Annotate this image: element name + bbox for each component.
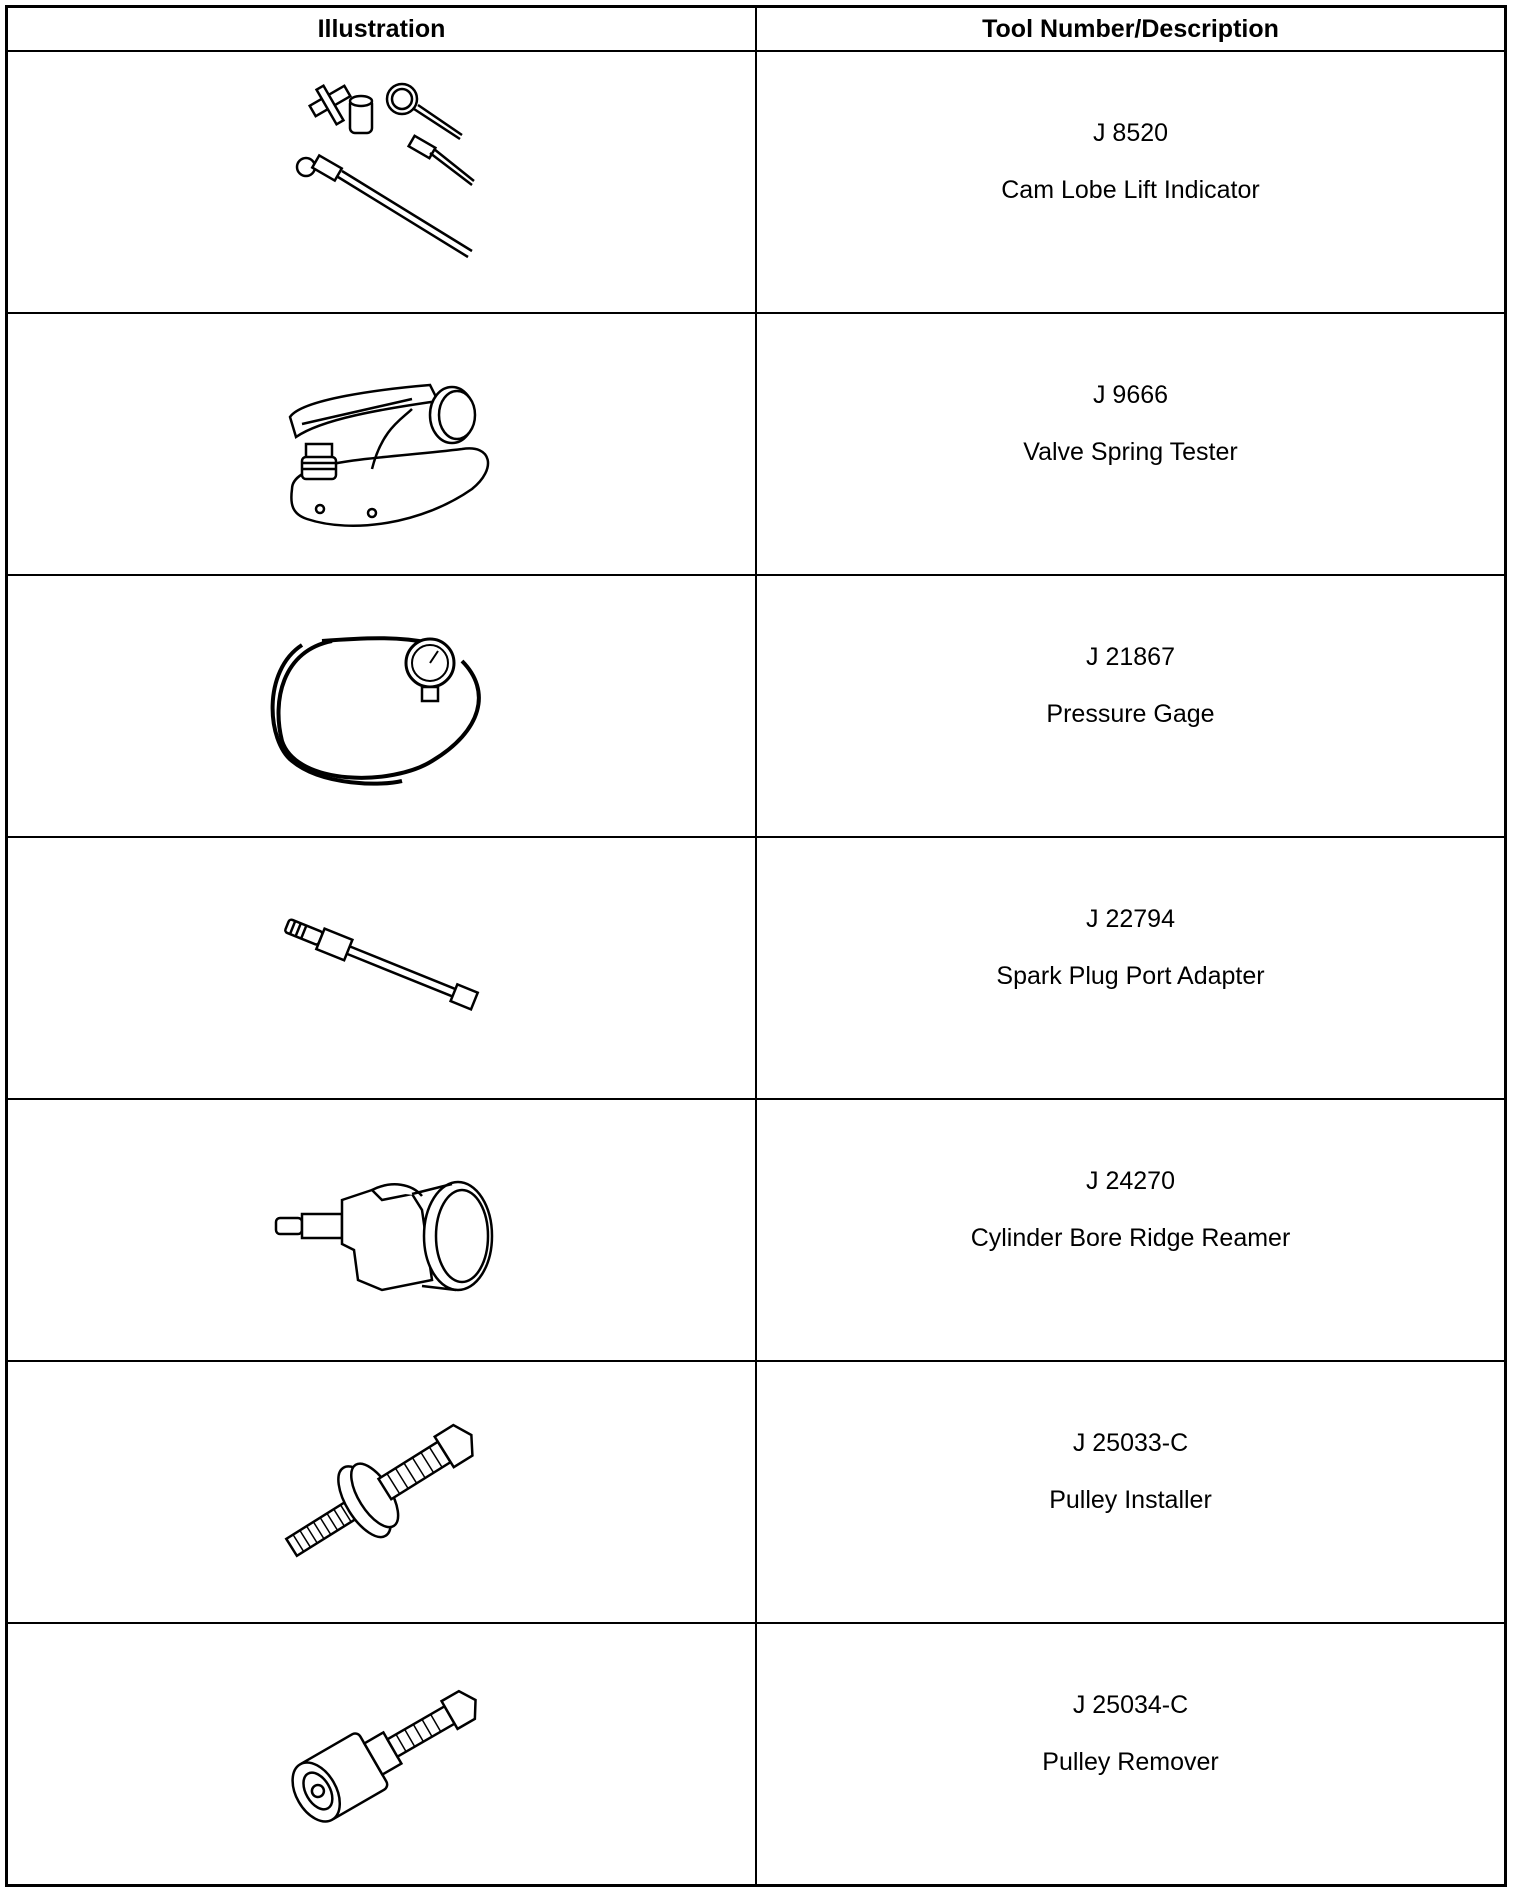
tool-name: Valve Spring Tester bbox=[1023, 438, 1238, 466]
tool-name: Pressure Gage bbox=[1046, 700, 1215, 728]
cylinder-bore-ridge-reamer-icon bbox=[262, 1140, 502, 1320]
tool-name: Spark Plug Port Adapter bbox=[996, 962, 1265, 990]
spark-plug-port-adapter-icon bbox=[262, 893, 502, 1043]
pulley-remover-icon bbox=[262, 1664, 502, 1844]
illustration-cell bbox=[7, 51, 757, 313]
tool-number: J 22794 bbox=[1086, 905, 1175, 933]
header-tool-number-description: Tool Number/Description bbox=[756, 7, 1506, 52]
illustration-cell bbox=[7, 1623, 757, 1886]
tool-name: Cylinder Bore Ridge Reamer bbox=[970, 1224, 1291, 1252]
tool-description-cell bbox=[756, 837, 1506, 1099]
table-row bbox=[7, 575, 1506, 837]
table-row bbox=[7, 313, 1506, 575]
table-row bbox=[7, 1623, 1506, 1886]
illustration-cell bbox=[7, 313, 757, 575]
tool-description-cell bbox=[756, 575, 1506, 837]
tool-number: J 21867 bbox=[1086, 643, 1175, 671]
tool-number: J 25034-C bbox=[1072, 1691, 1189, 1719]
table-row bbox=[7, 837, 1506, 1099]
tool-description-cell bbox=[756, 1099, 1506, 1361]
special-tools-table bbox=[5, 5, 1507, 1887]
tool-description-cell bbox=[756, 51, 1506, 313]
table-row bbox=[7, 1361, 1506, 1623]
tool-number: J 8520 bbox=[1092, 119, 1169, 147]
illustration-cell bbox=[7, 837, 757, 1099]
tool-name: Pulley Installer bbox=[1049, 1486, 1212, 1514]
tool-description-cell bbox=[756, 313, 1506, 575]
tool-name: Cam Lobe Lift Indicator bbox=[1001, 176, 1260, 204]
illustration-cell bbox=[7, 575, 757, 837]
table-header-row bbox=[7, 7, 1506, 52]
illustration-cell bbox=[7, 1361, 757, 1623]
pressure-gage-icon bbox=[262, 611, 502, 801]
valve-spring-tester-icon bbox=[262, 339, 502, 549]
tool-number: J 24270 bbox=[1086, 1167, 1175, 1195]
tool-description-cell bbox=[756, 1623, 1506, 1886]
pulley-installer-icon bbox=[262, 1397, 502, 1587]
illustration-cell bbox=[7, 1099, 757, 1361]
tool-description-cell bbox=[756, 1361, 1506, 1623]
header-illustration: Illustration bbox=[7, 7, 757, 52]
cam-lobe-lift-indicator-icon bbox=[262, 77, 502, 287]
tool-number: J 9666 bbox=[1092, 381, 1169, 409]
tool-number: J 25033-C bbox=[1072, 1429, 1189, 1457]
table-row bbox=[7, 1099, 1506, 1361]
table-row bbox=[7, 51, 1506, 313]
tool-name: Pulley Remover bbox=[1042, 1748, 1219, 1776]
